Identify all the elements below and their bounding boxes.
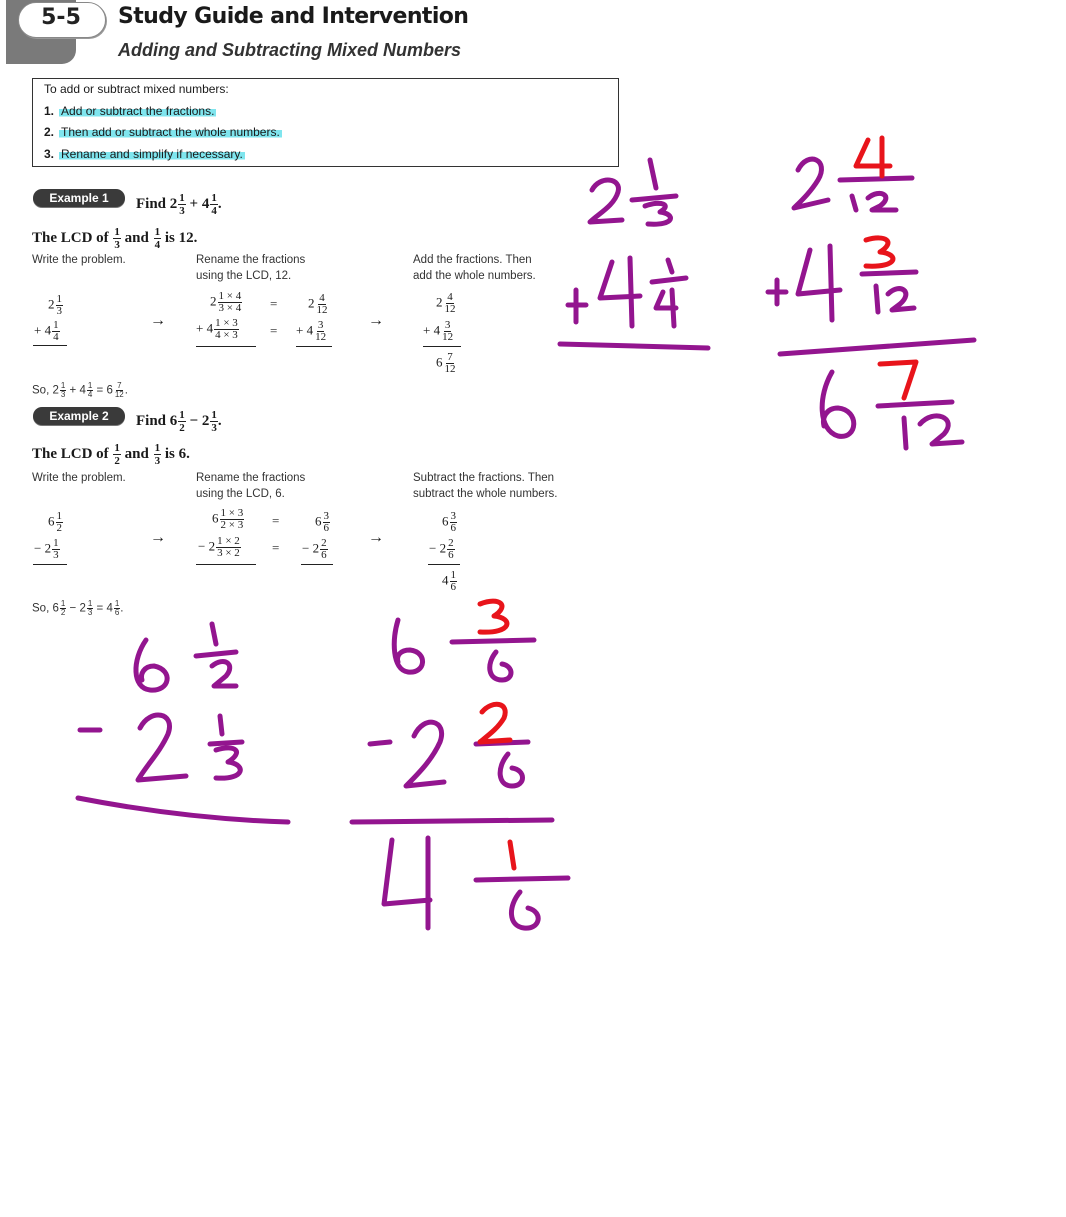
example-1-col1-note: Write the problem. [32,254,126,266]
ex1-renamed-top: 2 $\frac{4}{12}$ [308,292,328,316]
ex2-rename-top: 6 $\frac{1 \times 3}{2 \times 3}$ [212,507,244,531]
step-3: 3. Rename and simplify if necessary. [44,147,243,161]
ex2-renamed-bottom: − 2 $\frac{2}{6}$ [302,537,327,561]
ex2-problem-top: 6 $\frac{1}{2}$ [48,510,62,534]
ex2-problem-bottom: − 2 $\frac{1}{3}$ [34,537,59,561]
page-title: Study Guide and Intervention [118,4,469,29]
ex2-equals-2: = [272,540,280,555]
example-2-lcd: The LCD of $\frac{1}{2}$ and $\frac{1}{3}$ is 6. [32,442,190,467]
ex1-rename-top: 2 $\frac{1 \times 4}{3 \times 4}$ [210,290,242,314]
ex1-equals-1: = [270,296,278,311]
ex1-problem-bottom: + 4 $\frac{1}{4}$ [34,319,59,343]
ex2-diff-top: 6 $\frac{3}{6}$ [442,510,456,534]
example-2-badge: Example 2 [33,407,125,425]
ex1-problem-top: 2 $\frac{1}{3}$ [48,293,62,317]
ex2-diff-result: 4 $\frac{1}{6}$ [442,569,456,593]
ex1-sum-result: 6 $\frac{7}{12}$ [436,351,456,375]
ex2-arrow-2: → [368,529,384,546]
lesson-number: 5-5 [41,5,81,30]
ex1-sum-top: 2 $\frac{4}{12}$ [436,291,456,315]
example-1-conclusion: So, 2 $\frac{1}{3}$ + 4 $\frac{1}{4}$ = 6 $\frac{7}{12}$ . [32,381,128,399]
ex1-sum-bottom: + 4 $\frac{3}{12}$ [423,319,454,343]
ex2-diff-bottom: − 2 $\frac{2}{6}$ [429,537,454,561]
example-1-badge: Example 1 [33,189,125,207]
page-subtitle: Adding and Subtracting Mixed Numbers [118,40,462,60]
ink-7 [880,362,916,398]
example-2-col1-note: Write the problem. [32,472,126,484]
ex1-arrow-2: → [368,312,384,329]
ex1-arrow-1: → [150,312,166,329]
ex2-arrow-1: → [150,529,166,546]
ink-3 [866,238,893,266]
ex1-equals-2: = [270,323,278,338]
example-2-col3-note: Subtract the fractions. Then subtract the whole numbers. [413,472,558,500]
step-2: 2. Then add or subtract the whole numbers. [44,125,280,139]
ink-1 [510,842,514,868]
example-2-conclusion: So, 6 $\frac{1}{2}$ − 2 $\frac{1}{3}$ = 4 $\frac{1}{6}$ . [32,599,124,617]
steps-intro: To add or subtract mixed numbers: [44,82,229,96]
example-2-prompt: Find 6 $\frac{1}{2}$ − 2 $\frac{1}{3}$ . [136,409,222,434]
example-1-col3-note: Add the fractions. Then add the whole numbers. [413,254,536,282]
ex1-renamed-bottom: + 4 $\frac{3}{12}$ [296,319,327,343]
ink-2 [480,704,510,742]
step-1: 1. Add or subtract the fractions. [44,104,215,118]
ink-3 [480,601,507,632]
ex2-rename-bottom: − 2 $\frac{1 \times 2}{3 \times 2}$ [198,535,240,559]
ex2-renamed-top: 6 $\frac{3}{6}$ [315,510,329,534]
example-1-prompt: Find 2 $\frac{1}{3}$ + 4 $\frac{1}{4}$ . [136,192,222,217]
ex2-equals-1: = [272,513,280,528]
example-1-lcd: The LCD of $\frac{1}{3}$ and $\frac{1}{4}$ is 12. [32,226,198,251]
example-2-col2-note: Rename the fractions using the LCD, 6. [196,472,306,500]
ex1-rename-bottom: + 4 $\frac{1 \times 3}{4 \times 3}$ [196,317,238,341]
example-1-col2-note: Rename the fractions using the LCD, 12. [196,254,306,282]
ink-4 [856,138,890,176]
